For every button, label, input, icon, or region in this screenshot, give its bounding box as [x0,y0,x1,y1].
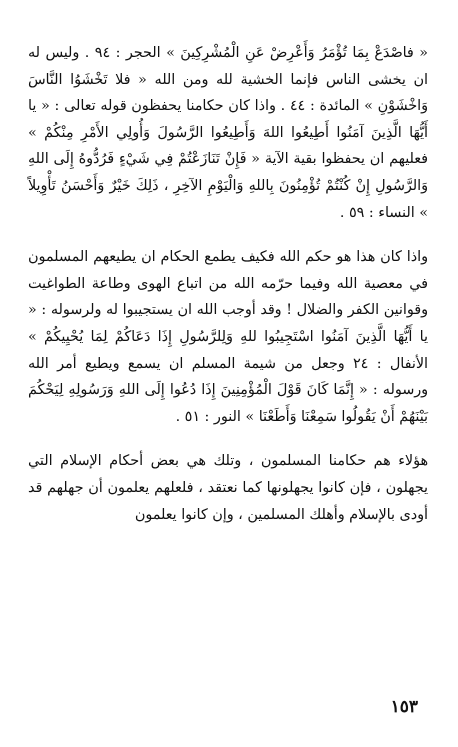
paragraph-1-text: « فاصْدَعْ بِمَا تُؤْمَرُ وَأَعْرِضْ عَنِ الْمُشْرِكِينَ » الحجر : ٩٤ . وليس له ان يخشى الناس فإنما الخشية لله ومن الله « فلا تَخْشَوُا النَّاسَ وَاخْشَوْنِ » المائدة : ٤٤ . واذا كان حكامنا يحفظون قوله تعالى : « يا أَيُّهَا الَّذِينَ آمَنُوا أَطِيعُوا اللهَ وَأَطِيعُوا الرَّسُولَ وَأُولِي الأَمْرِ مِنْكُمْ » فعليهم ان يحفظوا بقية الآية « فَإِنْ تَنَازَعْتُمْ فِي شَيْءٍ فَرُدُّوهُ إِلَى اللهِ وَالرَّسُولِ إِنْ كُنْتُمْ تُؤْمِنُونَ بِاللهِ وَالْيَوْمِ الآخِرِ ، ذَلِكَ خَيْرٌ وَأَحْسَنُ تَأْوِيلاً » النساء : ٥٩ . [28,45,428,221]
paragraph-3 [28,448,428,528]
paragraph-3-text: هؤلاء هم حكامنا المسلمون ، وتلك هي بعض أحكام الإسلام التي يجهلون ، فإن كانوا يجهلونها كما نعتقد ، فلعلهم يعلمون أن جهلهم قد أودى بالإسلام وأهلك المسلمين ، وإن كانوا يعلمون [28,453,428,523]
page-number: ١٥٣ [390,697,418,717]
paragraph-2 [28,244,428,430]
paragraph-1 [28,40,428,226]
paragraph-2-text: واذا كان هذا هو حكم الله فكيف يطمع الحكام ان يطيعهم المسلمون في معصية الله وفيما حرّمه الله من اتباع الهوى وطاعة الطواغيت وقوانين الكفر والضلال ! وقد أوجب الله ان يستجيبوا له ولرسوله : « يا أَيُّهَا الَّذِينَ آمَنُوا اسْتَجِيبُوا للهِ وَلِلرَّسُولِ إِذَا دَعَاكُمْ لِمَا يُحْيِيكُمْ » الأنفال : ٢٤ وجعل من شيمة المسلم ان يسمع ويطيع أمر الله ورسوله : « إِنَّمَا كَانَ قَوْلَ الْمُؤْمِنِينَ إِذَا دُعُوا إِلَى اللهِ وَرَسُولِهِ لِيَحْكُمَ بَيْنَهُمْ أَنْ يَقُولُوا سَمِعْنَا وَأَطَعْنَا » النور : ٥١ . [28,249,428,425]
